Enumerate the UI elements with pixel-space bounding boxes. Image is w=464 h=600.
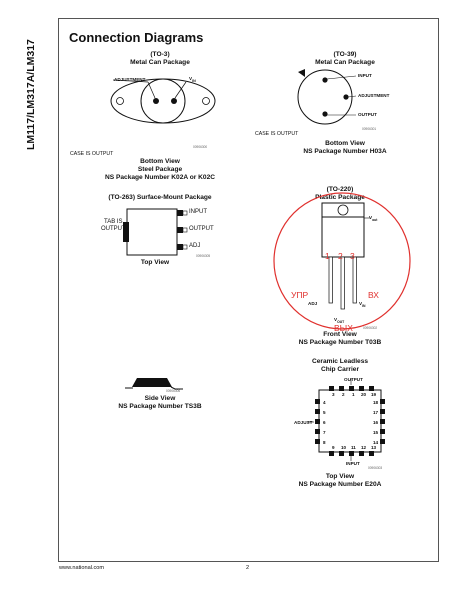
side-view-diagram bbox=[125, 374, 195, 394]
lcc-pin-12: 12 bbox=[361, 445, 367, 450]
to220-pin-adj: ADJ bbox=[308, 301, 318, 306]
lcc-fig-id: 00906303 bbox=[368, 466, 383, 470]
to220-subtitle: Plastic Package bbox=[315, 194, 365, 201]
to263-pin-output: OUTPUT bbox=[189, 226, 214, 232]
lcc-pin-7: 7 bbox=[323, 430, 326, 435]
to263-fig-id: 00906305 bbox=[196, 254, 211, 258]
to220-pin-vout: $V_{OUT}$ bbox=[334, 317, 345, 324]
to220-annot-out: ВЫХ bbox=[334, 323, 353, 333]
to220-title: (TO-220) bbox=[326, 186, 354, 193]
lcc-pin-adjust: ADJUST bbox=[294, 420, 313, 425]
lcc-ns: NS Package Number E20A bbox=[298, 481, 382, 488]
to3-fig-id: 00906300 bbox=[193, 145, 208, 149]
side-view-view: Side View bbox=[144, 395, 176, 402]
to220-pin-number-1: 1 bbox=[325, 251, 330, 261]
to263-tab-line1: TAB IS bbox=[104, 219, 123, 225]
to220-pin-number-2: 2 bbox=[338, 251, 343, 261]
footer-page-number: 2 bbox=[246, 565, 250, 571]
to263-view: Top View bbox=[140, 259, 170, 266]
lcc-pin-9: 9 bbox=[332, 445, 335, 450]
to220-ns: NS Package Number T03B bbox=[298, 339, 382, 346]
lcc-pin-output: OUTPUT bbox=[344, 377, 363, 382]
lcc-pin-6: 6 bbox=[323, 420, 326, 425]
lcc-pin-2: 2 bbox=[342, 392, 345, 397]
lcc-pin-8: 8 bbox=[323, 440, 326, 445]
to3-subtitle: Metal Can Package bbox=[130, 59, 190, 66]
to39-fig-id: 00906301 bbox=[362, 127, 377, 131]
to220-annot-adj: УПР bbox=[291, 290, 309, 300]
to39-pin-output: OUTPUT bbox=[358, 112, 377, 117]
to39-title: (TO-39) bbox=[333, 51, 357, 58]
to39-view: Bottom View bbox=[325, 140, 365, 147]
to263-title: (TO-263) Surface-Mount Package bbox=[108, 194, 212, 201]
to263-pin-adj: ADJ bbox=[189, 243, 201, 249]
lcc-pin-4: 4 bbox=[323, 400, 326, 405]
to3-package: Steel Package bbox=[137, 166, 183, 173]
side-title: LM117/LM317A/LM317 bbox=[25, 39, 37, 150]
lcc-pin-15: 15 bbox=[373, 430, 379, 435]
to220-view: Front View bbox=[323, 331, 357, 338]
to3-pin-vin: $V_{IN}$ bbox=[189, 76, 196, 83]
lcc-pin-20: 20 bbox=[361, 392, 367, 397]
lcc-pin-18: 18 bbox=[373, 400, 379, 405]
to263-pin-input: INPUT bbox=[189, 209, 207, 215]
to263-tab-line2: OUTPUT bbox=[101, 226, 126, 232]
to3-title: (TO-3) bbox=[150, 51, 170, 58]
lcc-pin-5: 5 bbox=[323, 410, 326, 415]
lcc-pin-input: INPUT bbox=[346, 461, 360, 466]
lcc-pin-11: 11 bbox=[351, 445, 356, 450]
side-view-ns: NS Package Number TS3B bbox=[118, 403, 202, 410]
lcc-pin-14: 14 bbox=[373, 440, 379, 445]
page-heading: Connection Diagrams bbox=[69, 30, 204, 45]
footer-url[interactable]: www.national.com bbox=[59, 565, 105, 571]
to3-view: Bottom View bbox=[140, 158, 180, 165]
side-view-fig-id: 00906306 bbox=[166, 389, 181, 393]
to39-subtitle: Metal Can Package bbox=[315, 59, 375, 66]
lcc-pin-19: 19 bbox=[371, 392, 377, 397]
lcc-pin-10: 10 bbox=[341, 445, 347, 450]
to220-pin-vin: $V_{IN}$ bbox=[359, 301, 366, 308]
to220-pin-number-3: 3 bbox=[350, 251, 355, 261]
to39-case-note: CASE IS OUTPUT bbox=[255, 131, 299, 137]
to39-ns: NS Package Number H03A bbox=[303, 148, 387, 155]
to3-case-note: CASE IS OUTPUT bbox=[70, 151, 114, 157]
to3-pin-adjustment: ADJUSTMENT bbox=[114, 77, 146, 82]
to39-pin-adjustment: ADJUSTMENT bbox=[358, 93, 390, 98]
lcc-pin-3: 3 bbox=[332, 392, 335, 397]
lcc-pin-1: 1 bbox=[352, 392, 355, 397]
to220-annot-in: ВХ bbox=[368, 290, 379, 300]
to3-ns: NS Package Number K02A or K02C bbox=[104, 174, 216, 181]
to220-fig-id: 00906302 bbox=[363, 326, 378, 330]
to39-pin-input: INPUT bbox=[358, 73, 372, 78]
lcc-pin-16: 16 bbox=[373, 420, 379, 425]
lcc-view: Top View bbox=[325, 473, 355, 480]
lcc-title-line1: Ceramic Leadless bbox=[311, 358, 369, 365]
lcc-title-line2: Chip Carrier bbox=[320, 366, 360, 373]
lcc-pin-17: 17 bbox=[373, 410, 379, 415]
to220-vout-tab: $V_{out}$ bbox=[369, 215, 378, 222]
lcc-pin-13: 13 bbox=[371, 445, 377, 450]
